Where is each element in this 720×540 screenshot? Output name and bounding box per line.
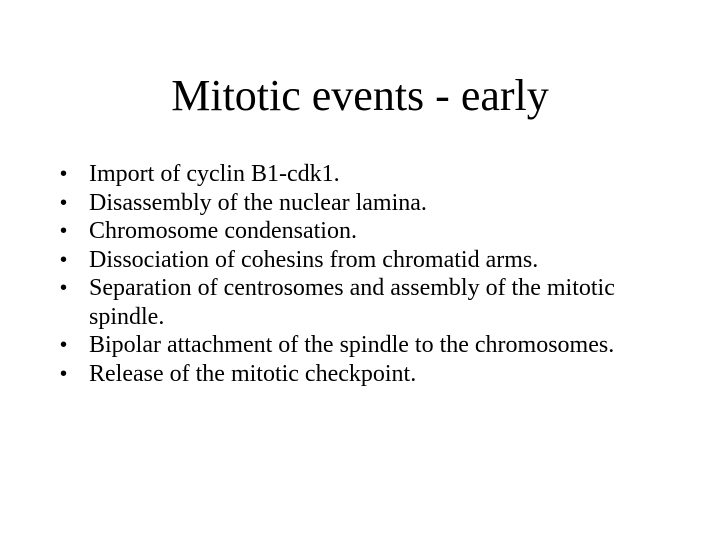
bullet-icon: • bbox=[60, 362, 68, 385]
bullet-icon: • bbox=[60, 248, 68, 271]
list-item-text: Import of cyclin B1-cdk1. bbox=[89, 161, 340, 187]
list-item-text: Chromosome condensation. bbox=[89, 218, 357, 244]
list-item bbox=[60, 217, 660, 246]
list-item-text: Bipolar attachment of the spindle to the chromosomes. bbox=[89, 332, 615, 358]
list-item-text: Release of the mitotic checkpoint. bbox=[89, 360, 417, 387]
list-item-text: Dissociation of cohesins from chromatid arms. bbox=[89, 246, 539, 273]
bullet-icon: • bbox=[60, 277, 68, 299]
bullet-icon: • bbox=[60, 334, 68, 356]
bullet-icon: • bbox=[60, 163, 68, 185]
bullet-icon: • bbox=[60, 191, 68, 214]
list-item-text: Disassembly of the nuclear lamina. bbox=[89, 189, 427, 216]
bullet-list bbox=[60, 160, 660, 388]
list-item bbox=[60, 189, 660, 218]
list-item bbox=[60, 360, 660, 389]
list-item bbox=[60, 160, 660, 189]
bullet-icon: • bbox=[60, 220, 68, 242]
list-item bbox=[60, 246, 660, 275]
slide-title: Mitotic events - early bbox=[171, 71, 549, 120]
list-item bbox=[60, 274, 660, 331]
list-item-text: Separation of centrosomes and assembly of the mitotic spindle. bbox=[89, 275, 615, 330]
list-item bbox=[60, 331, 660, 360]
